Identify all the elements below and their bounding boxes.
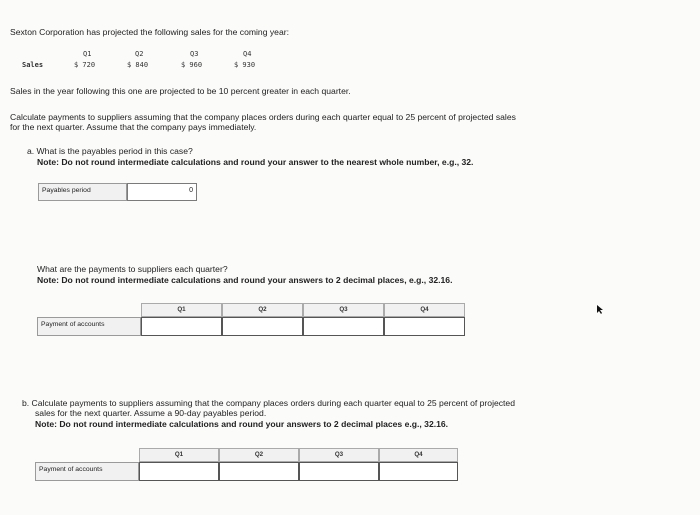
payments-b-input-q3[interactable] [299, 462, 379, 481]
sales-value-q1: $ 720 [74, 61, 96, 69]
payments-b-row-label: Payment of accounts [35, 462, 139, 481]
sales-header-q2: Q2 [135, 50, 144, 58]
payments-b-header-q4: Q4 [379, 448, 458, 462]
intro-text: Sexton Corporation has projected the following sales for the coming year: [10, 27, 289, 37]
payments-table-a [37, 303, 465, 337]
payables-period-value: 0 [189, 187, 193, 194]
part-a-question: a. What is the payables period in this case? [27, 146, 193, 156]
payments-table-b [35, 448, 458, 482]
sales-value-q4: $ 930 [234, 61, 256, 69]
payments-b-input-q2[interactable] [219, 462, 299, 481]
sales-header-q3: Q3 [190, 50, 199, 58]
part-b-note: Note: Do not round intermediate calculations and round your answers to 2 decimal places e.g., 32.16. [35, 419, 449, 429]
payables-period-input[interactable] [127, 183, 197, 201]
payments-b-input-q4[interactable] [379, 462, 458, 481]
part-b-line2: sales for the next quarter. Assume a 90-day payables period. [35, 408, 267, 418]
part-a-note: Note: Do not round intermediate calculations and round your answer to the nearest whole number, e.g., 32. [37, 157, 474, 167]
payments-b-input-q1[interactable] [139, 462, 219, 481]
calc-text-line1: Calculate payments to suppliers assuming that the company places orders during each quarter equal to 25 percent of projected sales [10, 112, 516, 122]
sales-value-q3: $ 960 [181, 61, 203, 69]
payments-a-header-q1: Q1 [141, 303, 222, 317]
payments-a-input-q3[interactable] [303, 317, 384, 336]
payments-a-input-q1[interactable] [141, 317, 222, 336]
payables-period-label: Payables period [38, 183, 127, 201]
payments-question: What are the payments to suppliers each quarter? [37, 264, 228, 274]
payments-a-header-q3: Q3 [303, 303, 384, 317]
payments-a-header-q2: Q2 [222, 303, 303, 317]
payments-b-header-q2: Q2 [219, 448, 299, 462]
sales-header-q4: Q4 [243, 50, 252, 58]
payments-a-row-label: Payment of accounts [37, 317, 141, 336]
payments-b-header-q3: Q3 [299, 448, 379, 462]
payments-a-header-q4: Q4 [384, 303, 465, 317]
growth-text: Sales in the year following this one are projected to be 10 percent greater in each quarter. [10, 86, 351, 96]
calc-text-line2: for the next quarter. Assume that the company pays immediately. [10, 122, 257, 132]
part-b-line1: b. Calculate payments to suppliers assuming that the company places orders during each quarter equal to 25 percent of projected [22, 398, 515, 408]
sales-row-label: Sales [22, 61, 44, 69]
payments-a-input-q2[interactable] [222, 317, 303, 336]
sales-header-q1: Q1 [83, 50, 92, 58]
payments-note: Note: Do not round intermediate calculations and round your answers to 2 decimal places, e.g., 32.16. [37, 275, 453, 285]
payments-a-input-q4[interactable] [384, 317, 465, 336]
sales-value-q2: $ 840 [127, 61, 149, 69]
mouse-cursor-icon [596, 304, 605, 315]
payments-b-header-q1: Q1 [139, 448, 219, 462]
sales-table [10, 48, 280, 74]
